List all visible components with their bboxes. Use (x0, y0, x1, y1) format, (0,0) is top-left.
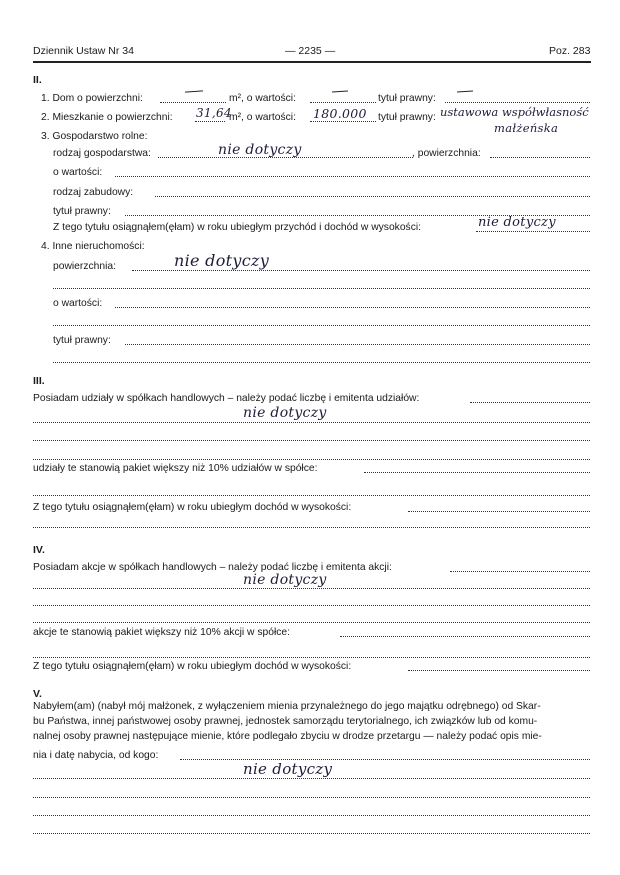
flat-area-value: 31,64 (196, 106, 232, 120)
other-value-field[interactable] (115, 307, 590, 308)
section-iii-heading: III. (33, 375, 45, 387)
stocks-package-field[interactable] (340, 636, 590, 637)
acquisition-field-2[interactable] (33, 778, 590, 779)
acquisition-text-line3: nalnej osoby prawnej następujące mienie, które podlegało zbyciu w drodze przetargu — należy podać opis mie- (33, 731, 542, 742)
shares-label: Posiadam udziały w spółkach handlowych – należy podać liczbę i emitenta udziałów: (33, 393, 420, 404)
farm-type-label: rodzaj gospodarstwa: (53, 148, 151, 159)
position-number: Poz. 283 (549, 45, 591, 57)
house-value-field[interactable] (310, 102, 376, 103)
shares-field-4[interactable] (33, 459, 590, 460)
stocks-field-3[interactable] (33, 605, 590, 606)
acquisition-text-line2: bu Państwa, innej państwowej osoby prawnej, jednostek samorządu terytorialnego, ich związków lub od komu- (33, 716, 538, 727)
house-area-field[interactable] (160, 102, 226, 103)
other-title-label: tytuł prawny: (53, 335, 111, 346)
acquisition-text-line1: Nabyłem(am) (nabył mój małżonek, z wyłączeniem mienia przynależnego do jego majątku odrębnego) od Skar- (33, 701, 541, 712)
other-area-field[interactable] (132, 270, 590, 271)
section-ii-heading: II. (33, 74, 42, 86)
flat-value: 180.000 (313, 106, 367, 121)
stocks-package-label: akcje te stanowią pakiet większy niż 10% akcji w spółce: (33, 627, 290, 638)
shares-income-field[interactable] (408, 511, 590, 512)
other-area-label: powierzchnia: (53, 261, 116, 272)
flat-area-label: 2. Mieszkanie o powierzchni: (41, 112, 173, 123)
flat-value-field[interactable] (310, 121, 376, 122)
flat-unit-label: m², o wartości: (229, 112, 296, 123)
farm-income-field[interactable] (476, 231, 590, 232)
farm-value-field[interactable] (115, 176, 590, 177)
other-title-field-2[interactable] (53, 362, 590, 363)
farm-title-label: tytuł prawny: (53, 206, 111, 217)
other-area-field-2[interactable] (53, 288, 590, 289)
flat-title-value-line2: małżeńska (494, 121, 559, 135)
other-property-label: 4. Inne nieruchomości: (41, 241, 145, 252)
other-title-field[interactable] (125, 344, 590, 345)
acquisition-value: nie dotyczy (243, 760, 333, 778)
shares-field[interactable] (470, 402, 590, 403)
other-area-value: nie dotyczy (174, 251, 270, 270)
flat-area-field[interactable] (195, 121, 225, 122)
house-title-dash (457, 90, 473, 92)
stocks-income-label: Z tego tytułu osiągnąłem(ęłam) w roku ubiegłym dochód w wysokości: (33, 661, 352, 672)
farm-area-field[interactable] (490, 157, 590, 158)
stocks-income-field[interactable] (408, 670, 590, 671)
page-number: — 2235 — (285, 45, 336, 57)
acquisition-field-5[interactable] (33, 833, 590, 834)
shares-field-2[interactable] (33, 422, 590, 423)
flat-title-label: tytuł prawny: (378, 112, 436, 123)
shares-income-label: Z tego tytułu osiągnąłem(ęłam) w roku ubiegłym dochód w wysokości: (33, 502, 352, 513)
stocks-field-4[interactable] (33, 622, 590, 623)
house-area-label: 1. Dom o powierzchni: (41, 93, 143, 104)
acquisition-field-4[interactable] (33, 815, 590, 816)
house-title-field[interactable] (445, 102, 590, 103)
stocks-field[interactable] (450, 571, 590, 572)
farm-value-label: o wartości: (53, 167, 103, 178)
house-value-dash (332, 90, 348, 92)
shares-value: nie dotyczy (243, 405, 327, 421)
section-iv-heading: IV. (33, 544, 45, 556)
farm-area-label: , powierzchnia: (412, 148, 481, 159)
acquisition-field-3[interactable] (33, 797, 590, 798)
farm-buildings-field[interactable] (155, 196, 590, 197)
other-value-field-2[interactable] (53, 325, 590, 326)
shares-package-label: udziały te stanowią pakiet większy niż 10% udziałów w spółce: (33, 463, 318, 474)
header-rule (33, 61, 591, 63)
farm-buildings-label: rodzaj zabudowy: (53, 187, 134, 198)
shares-income-field-2[interactable] (33, 527, 590, 528)
farm-type-value: nie dotyczy (218, 142, 302, 158)
section-v-heading: V. (33, 688, 42, 700)
stocks-label: Posiadam akcje w spółkach handlowych – należy podać liczbę i emitenta akcji: (33, 562, 392, 573)
stocks-field-2[interactable] (33, 588, 590, 589)
flat-title-value-line1: ustawowa współwłasność (440, 105, 589, 119)
farm-label: 3. Gospodarstwo rolne: (41, 131, 148, 142)
acquisition-date-label: nia i datę nabycia, od kogo: (33, 750, 159, 761)
shares-field-3[interactable] (33, 440, 590, 441)
acquisition-field[interactable] (180, 759, 590, 760)
farm-income-value: nie dotyczy (478, 215, 556, 230)
house-area-dash (185, 90, 203, 92)
stocks-value: nie dotyczy (243, 572, 327, 588)
stocks-package-field-2[interactable] (33, 657, 590, 658)
house-title-label: tytuł prawny: (378, 93, 436, 104)
shares-package-field[interactable] (364, 472, 590, 473)
other-value-label: o wartości: (53, 298, 103, 309)
farm-income-label: Z tego tytułu osiągnąłem(ęłam) w roku ubiegłym przychód i dochód w wysokości: (53, 222, 421, 233)
house-unit-label: m², o wartości: (229, 93, 296, 104)
shares-package-field-2[interactable] (33, 495, 590, 496)
journal-name: Dziennik Ustaw Nr 34 (33, 45, 134, 57)
